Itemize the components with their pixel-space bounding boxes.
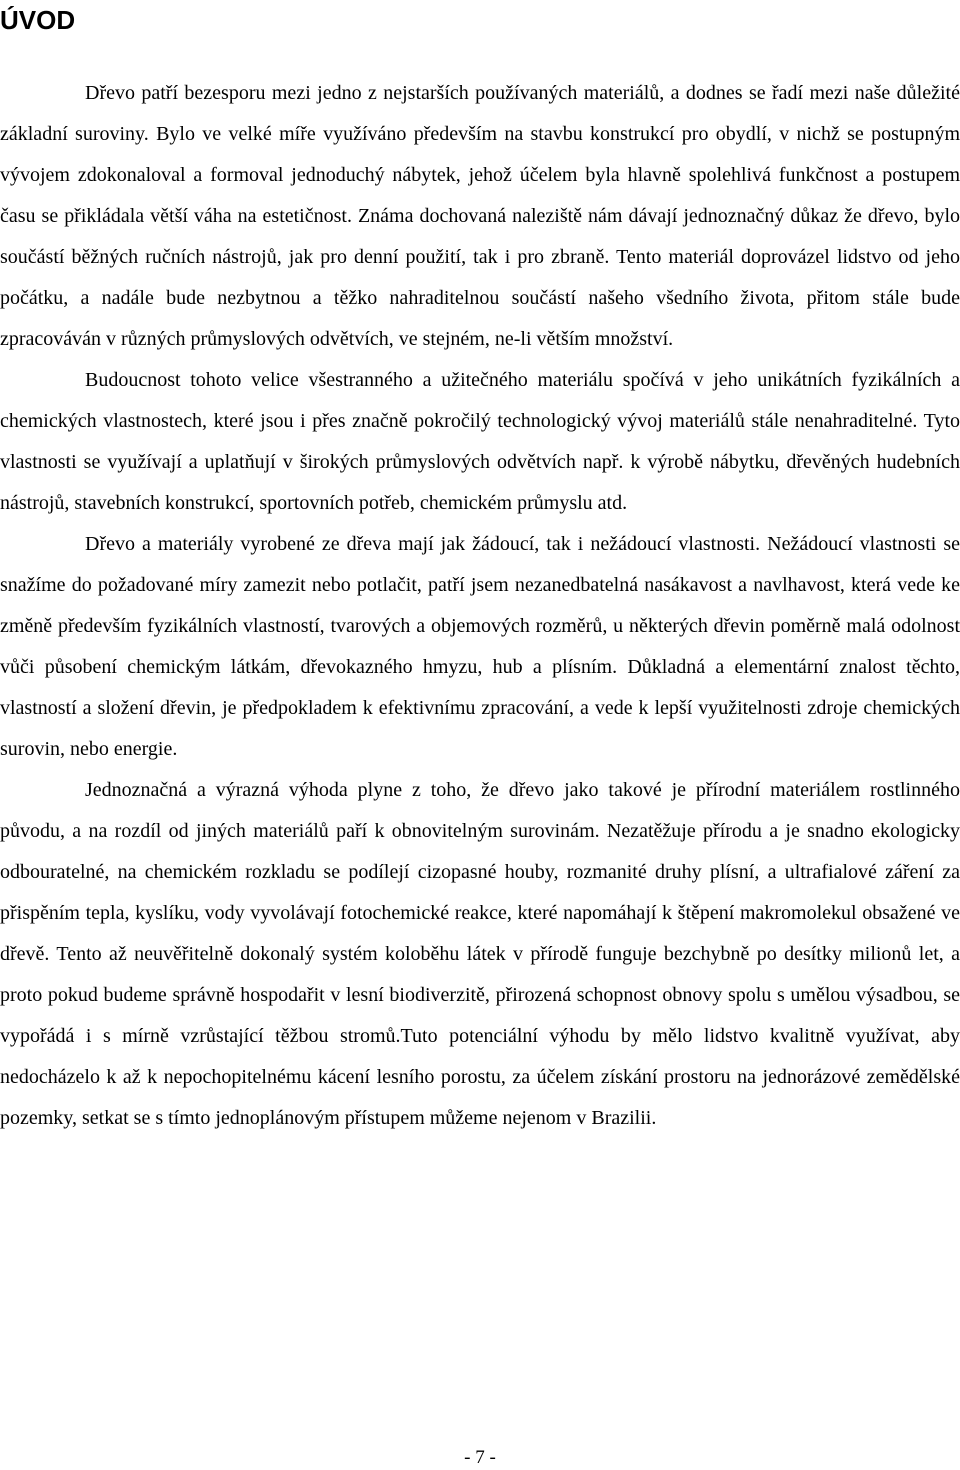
body-text bbox=[0, 73, 960, 1139]
paragraph-3: Dřevo a materiály vyrobené ze dřeva mají jak žádoucí, tak i nežádoucí vlastnosti. Nežádoucí vlastnosti se snažíme do požadované míry zamezit nebo potlačit, patří jsem nezanedbatelná nasákavost a navlhavost, která vede ke změně především fyzikálních vlastností, tvarových a objemových rozměrů, u některých dřevin poměrně malá odolnost vůči působení chemickým látkám, dřevokazného hmyzu, hub a plísním. Důkladná a elementární znalost těchto, vlastností a složení dřevin, je předpokladem k efektivnímu zpracování, a vede k lepší využitelnosti zdroje chemických surovin, nebo energie. bbox=[0, 533, 960, 760]
paragraph-1: Dřevo patří bezesporu mezi jedno z nejstarších používaných materiálů, a dodnes se řadí mezi naše důležité základní suroviny. Bylo ve velké míře využíváno především na stavbu konstrukcí pro obydlí, v nichž se postupným vývojem zdokonaloval a formoval jednoduchý nábytek, jehož účelem byla hlavně spolehlivá funkčnost a postupem času se přikládala větší váha na estetičnost. Známa dochovaná naleziště nám dávají jednoznačný důkaz že dřevo, bylo součástí běžných ručních nástrojů, jak pro denní použití, tak i pro zbraně. Tento materiál doprovázel lidstvo od jeho počátku, a nadále bude nezbytnou a těžko nahraditelnou součástí našeho všedního života, přitom stále bude zpracováván v různých průmyslových odvětvích, ve stejném, ne-li větším množství. bbox=[0, 82, 960, 350]
paragraph-2: Budoucnost tohoto velice všestranného a užitečného materiálu spočívá v jeho unikátních fyzikálních a chemických vlastnostech, které jsou i přes značně pokročilý technologický vývoj materiálů stále nenahraditelné. Tyto vlastnosti se využívají a uplatňují v širokých průmyslových odvětvích např. k výrobě nábytku, dřevěných hudebních nástrojů, stavebních konstrukcí, sportovních potřeb, chemickém průmyslu atd. bbox=[0, 369, 960, 514]
section-heading: ÚVOD bbox=[0, 5, 76, 35]
page-number: - 7 - bbox=[464, 1447, 496, 1468]
paragraph-4: Jednoznačná a výrazná výhoda plyne z toho, že dřevo jako takové je přírodní materiálem rostlinného původu, a na rozdíl od jiných materiálů paří k obnovitelným surovinám. Nezatěžuje přírodu a je snadno ekologicky odbouratelné, na chemickém rozkladu se podílejí cizopasné houby, rozmanité druhy plísní, a ultrafialové záření za přispěním tepla, kyslíku, vody vyvolávají fotochemické reakce, které napomáhají k štěpení makromolekul obsažené ve dřevě. Tento až neuvěřitelně dokonalý systém koloběhu látek v přírodě funguje bezchybně po desítky milionů let, a proto pokud budeme správně hospodařit v lesní biodiverzitě, přirozená schopnost obnovy spolu s umělou výsadbou, se vypořádá i s mírně vzrůstající těžbou stromů.Tuto potenciální výhodu by mělo lidstvo kvalitně využívat, aby nedocházelo k až k nepochopitelnému kácení lesního porostu, za účelem získání prostoru na jednorázové zemědělské pozemky, setkat se s tímto jednoplánovým přístupem můžeme nejenom v Brazilii. bbox=[0, 779, 960, 1129]
